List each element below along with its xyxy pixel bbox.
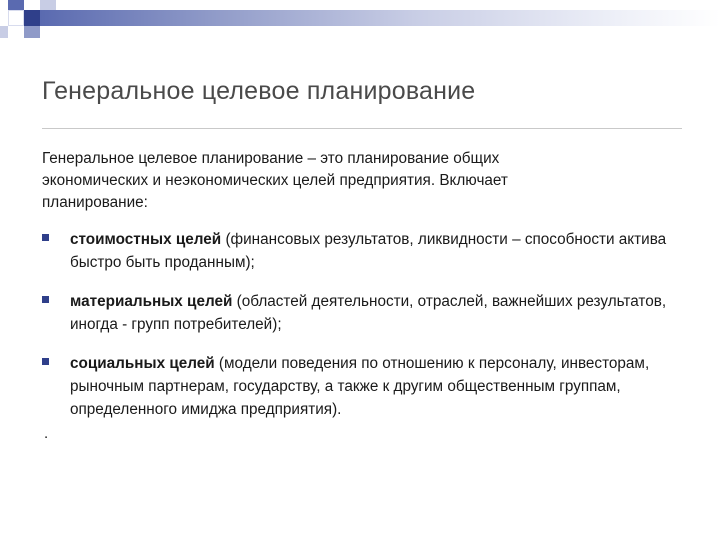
bullet-term: социальных целей <box>70 355 215 372</box>
square-bullet-icon <box>42 358 49 365</box>
bullet-description: (финансовых результатов, ликвидности – способности актива быстро быть проданным); <box>70 231 667 271</box>
square-bullet-icon <box>42 296 49 303</box>
bullet-term: материальных целей <box>70 293 233 310</box>
slide-title: Генеральное целевое планирование <box>42 77 476 105</box>
header-decoration <box>0 0 720 45</box>
bullet-description: (областей деятельности, отраслей, важнейших результатов, иногда - групп потребителей); <box>70 293 667 333</box>
header-gradient-bar <box>40 10 720 26</box>
deco-square <box>0 26 8 38</box>
deco-square <box>8 0 24 10</box>
bullet-text <box>70 228 700 274</box>
trailing-mark: . <box>44 425 49 442</box>
bullet-term: стоимостных целей <box>70 231 222 248</box>
deco-square <box>40 0 56 10</box>
bullet-text <box>70 290 700 336</box>
bullet-text <box>70 352 700 421</box>
intro-paragraph: Генеральное целевое планирование – это планирование общих экономических и неэкономических целей предприятия. Включает планирование: <box>42 150 508 211</box>
deco-square <box>24 26 40 38</box>
title-divider <box>42 128 682 129</box>
deco-square <box>8 10 24 26</box>
bullet-description: (модели поведения по отношению к персоналу, инвесторам, рыночным партнерам, государству, а также к другим общественным группам, определенного имиджа предприятия). <box>70 355 650 418</box>
square-bullet-icon <box>42 234 49 241</box>
deco-square <box>24 10 40 26</box>
